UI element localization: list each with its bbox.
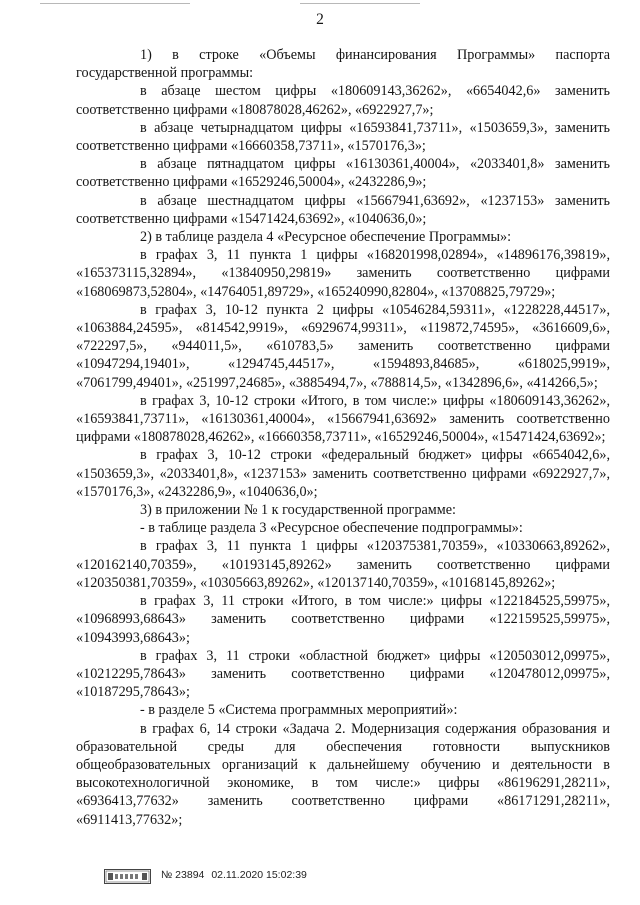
paragraph: 1) в строке «Объемы финансирования Программы» паспорта государственной программы: [76, 47, 610, 82]
document-body [76, 46, 610, 829]
paragraph: - в разделе 5 «Система программных мероприятий»: [140, 702, 458, 719]
paragraph: в абзаце шестнадцатом цифры «15667941,63692», «1237153» заменить соответственно цифрами «15471424,63692», «1040636,0»; [76, 192, 610, 227]
paragraph: в графах 3, 10-12 строки «Итого, в том числе:» цифры «180609143,36262», «16593841,73711», «16130361,40004», «15667941,63692» заменить соответственно цифрами «180878028,46262», «16660358,73711», «16529246,50004», «15471424,63692»; [76, 392, 610, 446]
document-timestamp: 02.11.2020 15:02:39 [211, 869, 307, 881]
paragraph: в графах 3, 11 строки «Итого, в том числе:» цифры «122184525,59975», «10968993,68643» заменить соответственно цифрами «122159525,59975», «10943993,68643»; [76, 593, 610, 646]
scan-artifact-line [300, 3, 420, 4]
paragraph: в абзаце четырнадцатом цифры «16593841,73711», «1503659,3», заменить соответственно цифрами «16660358,73711», «1570176,3»; [76, 119, 610, 155]
paragraph: в графах 3, 11 строки «областной бюджет» цифры «120503012,09975», «10212295,78643» заменить соответственно цифрами «120478012,09975», «10187295,78643»; [76, 647, 610, 701]
paragraph: 2) в таблице раздела 4 «Ресурсное обеспечение Программы»: [140, 229, 512, 246]
page-number: 2 [316, 11, 324, 28]
document-footer [161, 869, 311, 881]
paragraph: в абзаце шестом цифры «180609143,36262», «6654042,6» заменить соответственно цифрами «180878028,46262», «6922927,7»; [76, 83, 610, 118]
paragraph: в графах 3, 11 пункта 1 цифры «168201998,02894», «14896176,39819», «165373115,32894», «13840950,29819» заменить соответственно цифрами «168069873,52804», «14764051,89729», «165240990,82804», «13708825,79729»; [76, 247, 610, 300]
paragraph: 3) в приложении № 1 к государственной программе: [140, 502, 456, 519]
scan-artifact-line [40, 3, 190, 4]
paragraph: в графах 3, 10-12 пункта 2 цифры «10546284,59311», «1228228,44517», «1063884,24595», «814542,9919», «6929674,99311», «119872,74595», «3616609,6», «722297,5», «944011,5», «610783,5» заменить соответственно цифрами «10947294,19401», «1294745,44517», «1594893,84685», «618025,9919», «7061799,49401», «251997,24685», «3885494,7», «788814,5», «1342896,6», «414266,5»; [76, 301, 610, 391]
paragraph: в графах 3, 10-12 строки «федеральный бюджет» цифры «6654042,6», «1503659,3», «2033401,8», «1237153» заменить соответственно цифрами «6922927,7», «1570176,3», «2432286,9», «1040636,0»; [76, 447, 610, 500]
document-number: № 23894 [161, 869, 205, 881]
paragraph: - в таблице раздела 3 «Ресурсное обеспечение подпрограммы»: [140, 520, 523, 537]
paragraph: в абзаце пятнадцатом цифры «16130361,40004», «2033401,8» заменить соответственно цифрами «16529246,50004», «2432286,9»; [76, 156, 610, 191]
registration-stamp-logo [104, 869, 151, 884]
paragraph: в графах 3, 11 пункта 1 цифры «120375381,70359», «10330663,89262», «120162140,70359», «10193145,89262» заменить соответственно цифрами «120350381,70359», «10305663,89262», «120137140,70359», «10168145,89262»; [76, 538, 610, 591]
paragraph: в графах 6, 14 строки «Задача 2. Модернизация содержания образования и образовательной среды для обеспечения готовности выпускников общеобразовательных организаций к дальнейшему обучению и деятельности в высокотехнологичной экономике, в том числе:» цифры «86196291,28211», «6936413,77632» заменить соответственно цифрами «86171291,28211», «6911413,77632»; [76, 720, 610, 828]
